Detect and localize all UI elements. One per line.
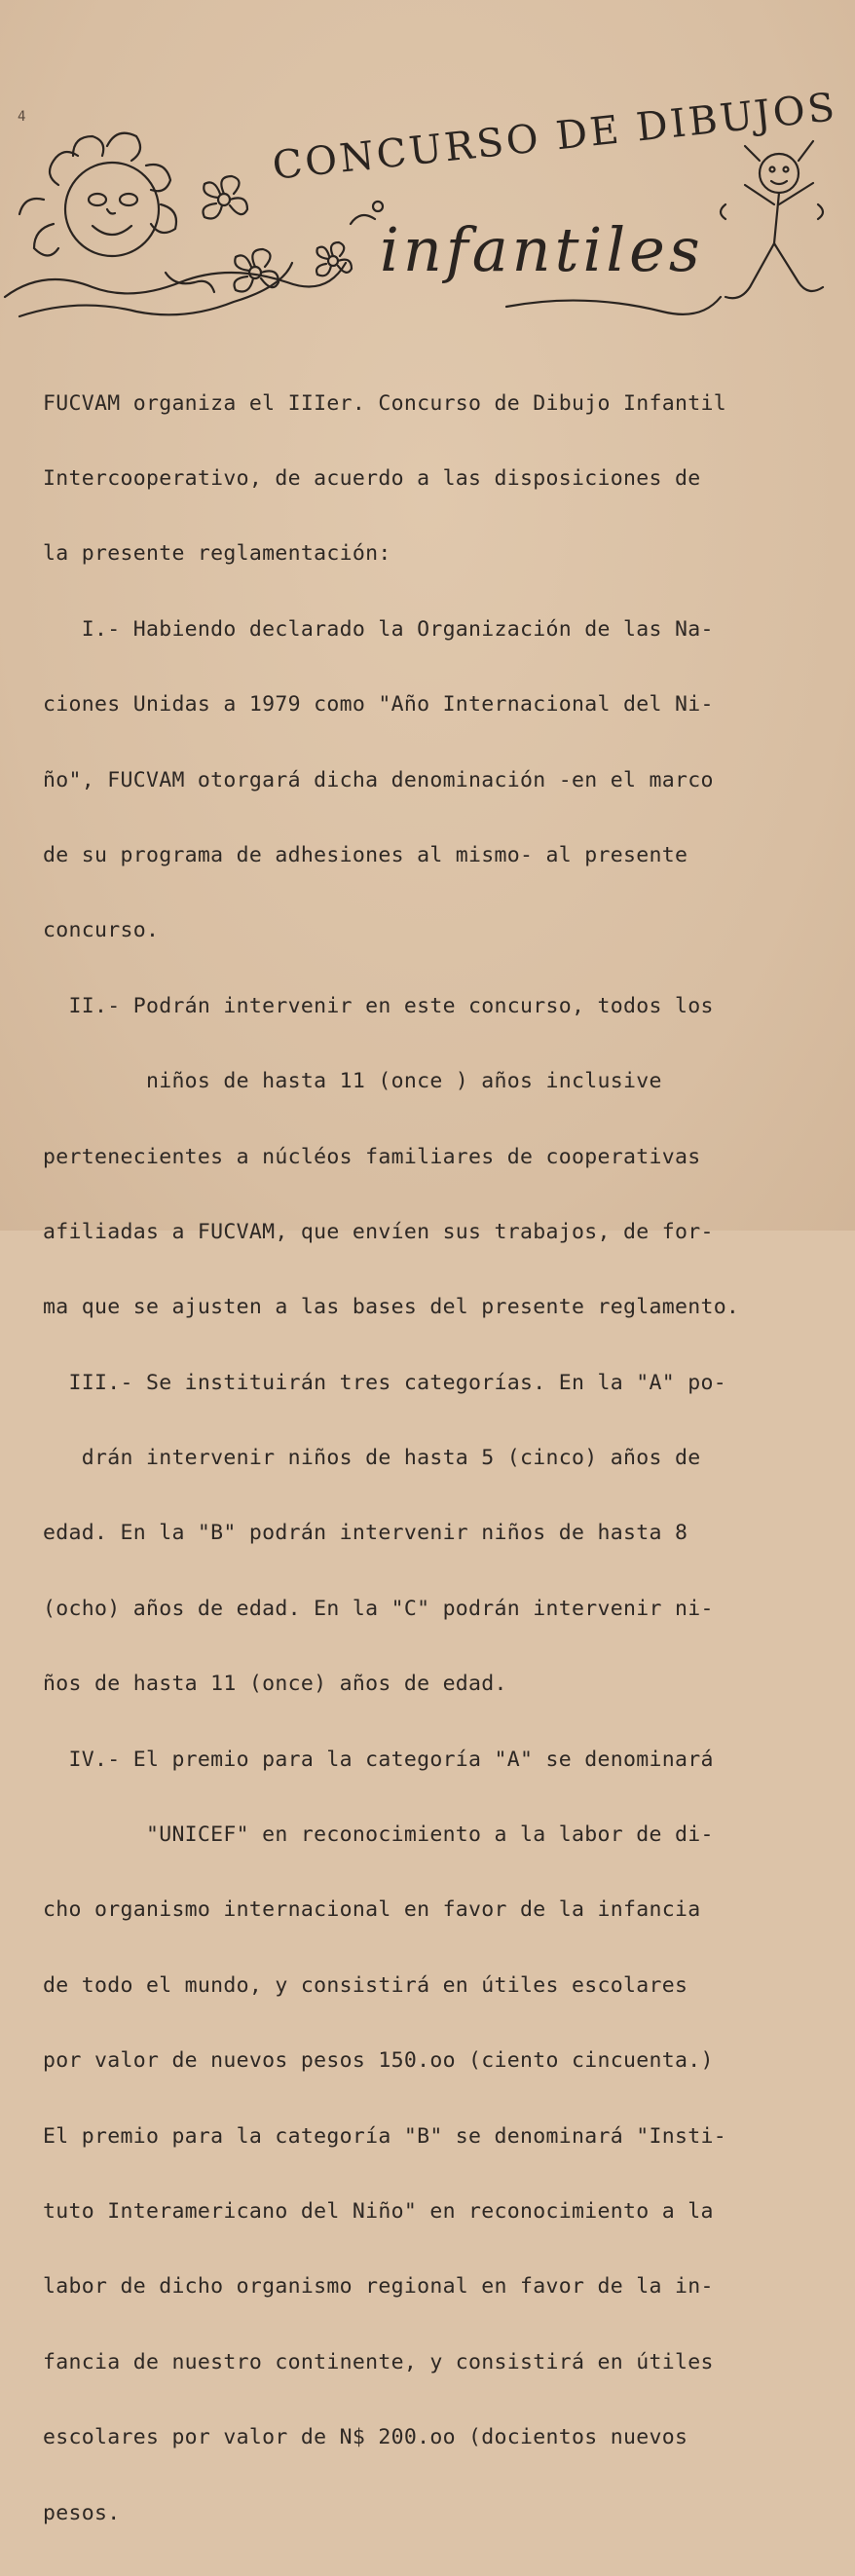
text-line: labor de dicho organismo regional en favor de la in-	[43, 2274, 714, 2300]
text-line: pesos.	[43, 2500, 121, 2525]
text-line: drán intervenir niños de hasta 5 (cinco) años de	[43, 1446, 701, 1471]
text-line: niños de hasta 11 (once ) años inclusive	[43, 1069, 662, 1094]
stick-figure-icon	[721, 141, 823, 298]
text-line: concurso.	[43, 918, 160, 943]
text-line: ños de hasta 11 (once) años de edad.	[43, 1672, 507, 1697]
text-line: III.- Se instituirán tres categorías. En la "A" po-	[43, 1370, 726, 1395]
text-line: Intercooperativo, de acuerdo a las disposiciones de	[43, 465, 701, 491]
text-line: tuto Interamericano del Niño" en reconocimiento a la	[43, 2198, 714, 2224]
text-line: la presente reglamentación:	[43, 541, 391, 567]
text-line: edad. En la "B" podrán intervenir niños de hasta 8	[43, 1521, 688, 1546]
text-line: escolares por valor de N$ 200.oo (docientos nuevos	[43, 2425, 688, 2450]
drawing-header	[0, 85, 855, 341]
text-line: fancia de nuestro continente, y consistirá en útiles	[43, 2349, 714, 2374]
text-line: ño", FUCVAM otorgará dicha denominación -en el marco	[43, 767, 714, 792]
text-line: cho organismo internacional en favor de la infancia	[43, 1897, 701, 1923]
text-line: ma que se ajusten a las bases del presente reglamento.	[43, 1295, 740, 1320]
text-line: IV.- El premio para la categoría "A" se denominará	[43, 1747, 714, 1772]
text-line: ciones Unidas a 1979 como "Año Internacional del Ni-	[43, 692, 714, 718]
text-line: "UNICEF" en reconocimiento a la labor de di-	[43, 1822, 714, 1848]
flower-icon	[316, 242, 352, 276]
text-line: FUCVAM organiza el IIIer. Concurso de Dibujo Infantil	[43, 390, 726, 416]
title-line-1: CONCURSO DE DIBUJOS	[270, 85, 840, 189]
sun-icon	[19, 133, 176, 256]
text-line: pertenecientes a núcléos familiares de cooperativas	[43, 1144, 701, 1169]
text-line: de su programa de adhesiones al mismo- al presente	[43, 842, 688, 867]
text-line: de todo el mundo, y consistirá en útiles escolares	[43, 1972, 688, 1998]
corner-mark: 4	[18, 109, 26, 125]
text-line: I.- Habiendo declarado la Organización de las Na-	[43, 616, 714, 642]
text-line: II.- Podrán intervenir en este concurso, todos los	[43, 993, 714, 1018]
regulation-text	[43, 341, 822, 2576]
text-line: (ocho) años de edad. En la "C" podrán intervenir ni-	[43, 1596, 714, 1621]
flower-icon	[204, 176, 248, 219]
text-line: por valor de nuevos pesos 150.oo (ciento cincuenta.)	[43, 2048, 714, 2074]
text-line: afiliadas a FUCVAM, que envíen sus trabajos, de for-	[43, 1219, 714, 1244]
title-line-2: infantiles	[380, 214, 704, 285]
text-line: El premio para la categoría "B" se denominará "Insti-	[43, 2123, 726, 2149]
